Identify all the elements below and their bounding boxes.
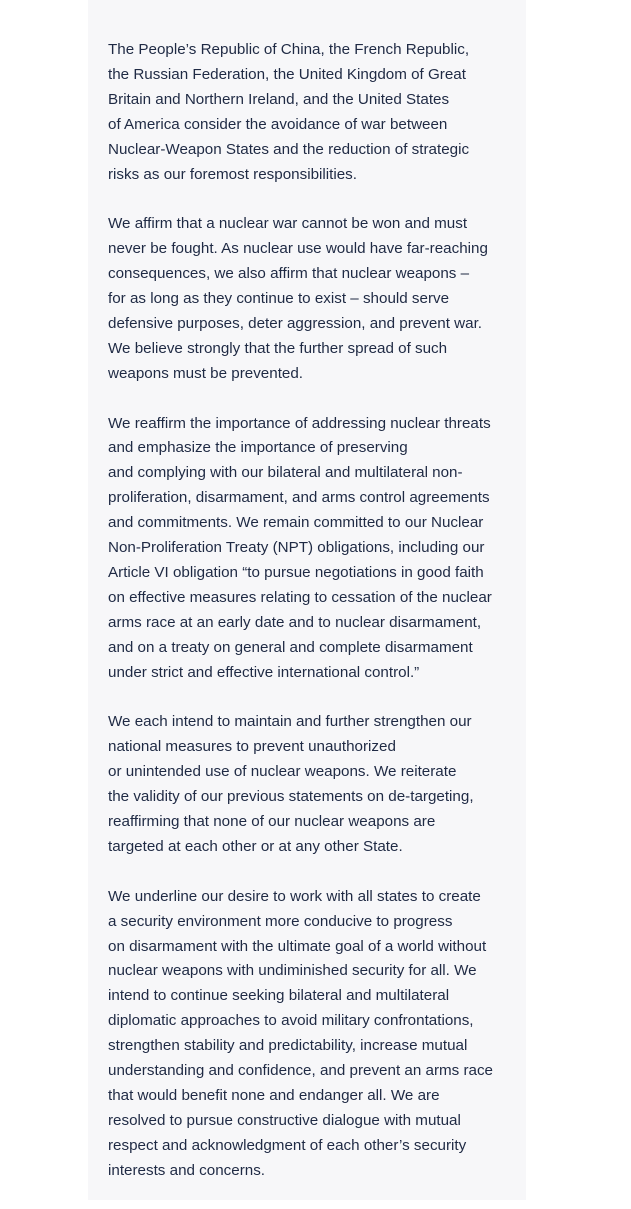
text-line: We each intend to maintain and further strengthen our (108, 713, 472, 731)
text-line: Nuclear-Weapon States and the reduction of strategic (108, 140, 470, 158)
text-line: never be fought. As nuclear use would have far-reaching (108, 240, 488, 258)
text-line: diplomatic approaches to avoid military confrontations, (108, 1012, 474, 1030)
text-line: for as long as they continue to exist – should serve (108, 290, 450, 308)
text-line: nuclear weapons with undiminished security for all. We (108, 962, 477, 980)
text-line: the validity of our previous statements on de-targeting, (108, 788, 474, 806)
text-line: Article VI obligation “to pursue negotiations in good faith (108, 564, 484, 581)
paragraph (108, 885, 518, 1184)
text-line: intend to continue seeking bilateral and multilateral (108, 987, 450, 1005)
text-line: of America consider the avoidance of war between (108, 115, 448, 133)
text-line: arms race at an early date and to nuclear disarmament, (108, 613, 482, 631)
text-line: a security environment more conducive to progress (108, 912, 453, 930)
text-line: Non-Proliferation Treaty (NPT) obligations, including our (108, 539, 485, 557)
text-line: risks as our foremost responsibilities. (108, 165, 357, 183)
text-line: resolved to pursue constructive dialogue with mutual (108, 1111, 461, 1129)
text-line: defensive purposes, deter aggression, and prevent war. (108, 314, 483, 332)
paragraph (108, 212, 518, 386)
text-line: that would benefit none and endanger all. We are (108, 1087, 440, 1104)
text-line: and emphasize the importance of preserving (108, 439, 408, 457)
text-line: We affirm that a nuclear war cannot be won and must (108, 215, 468, 233)
text-line: understanding and confidence, and prevent an arms race (108, 1062, 494, 1080)
text-line: or unintended use of nuclear weapons. We reiterate (108, 763, 457, 781)
text-line: and on a treaty on general and complete disarmament (108, 638, 473, 656)
text-line: and complying with our bilateral and multilateral non- (108, 464, 463, 482)
paragraph (108, 710, 518, 859)
text-line: targeted at each other or at any other State. (108, 837, 403, 855)
paragraph (108, 412, 518, 686)
text-line: on disarmament with the ultimate goal of a world without (108, 937, 487, 955)
text-line: strengthen stability and predictability, increase mutual (108, 1037, 468, 1055)
paragraph (108, 38, 518, 187)
statement-body (108, 38, 518, 1209)
text-line: We believe strongly that the further spread of such (108, 339, 448, 357)
text-line: under strict and effective international control.” (108, 663, 420, 681)
text-line: the Russian Federation, the United Kingdom of Great (108, 65, 466, 83)
text-line: We reaffirm the importance of addressing nuclear threats (108, 414, 491, 432)
text-line: and commitments. We remain committed to our Nuclear (108, 514, 484, 532)
text-line: consequences, we also affirm that nuclear weapons – (108, 265, 470, 283)
text-line: interests and concerns. (108, 1161, 266, 1179)
text-line: national measures to prevent unauthorized (108, 738, 396, 756)
text-line: on effective measures relating to cessation of the nuclear (108, 588, 492, 606)
text-line: reaffirming that none of our nuclear weapons are (108, 813, 436, 831)
text-line: proliferation, disarmament, and arms control agreements (108, 489, 490, 507)
text-line: Britain and Northern Ireland, and the United States (108, 90, 450, 108)
text-line: respect and acknowledgment of each other’s security (108, 1136, 467, 1154)
text-line: weapons must be prevented. (108, 364, 304, 382)
text-line: The People’s Republic of China, the French Republic, (108, 41, 470, 58)
text-line: We underline our desire to work with all states to create (108, 887, 481, 905)
